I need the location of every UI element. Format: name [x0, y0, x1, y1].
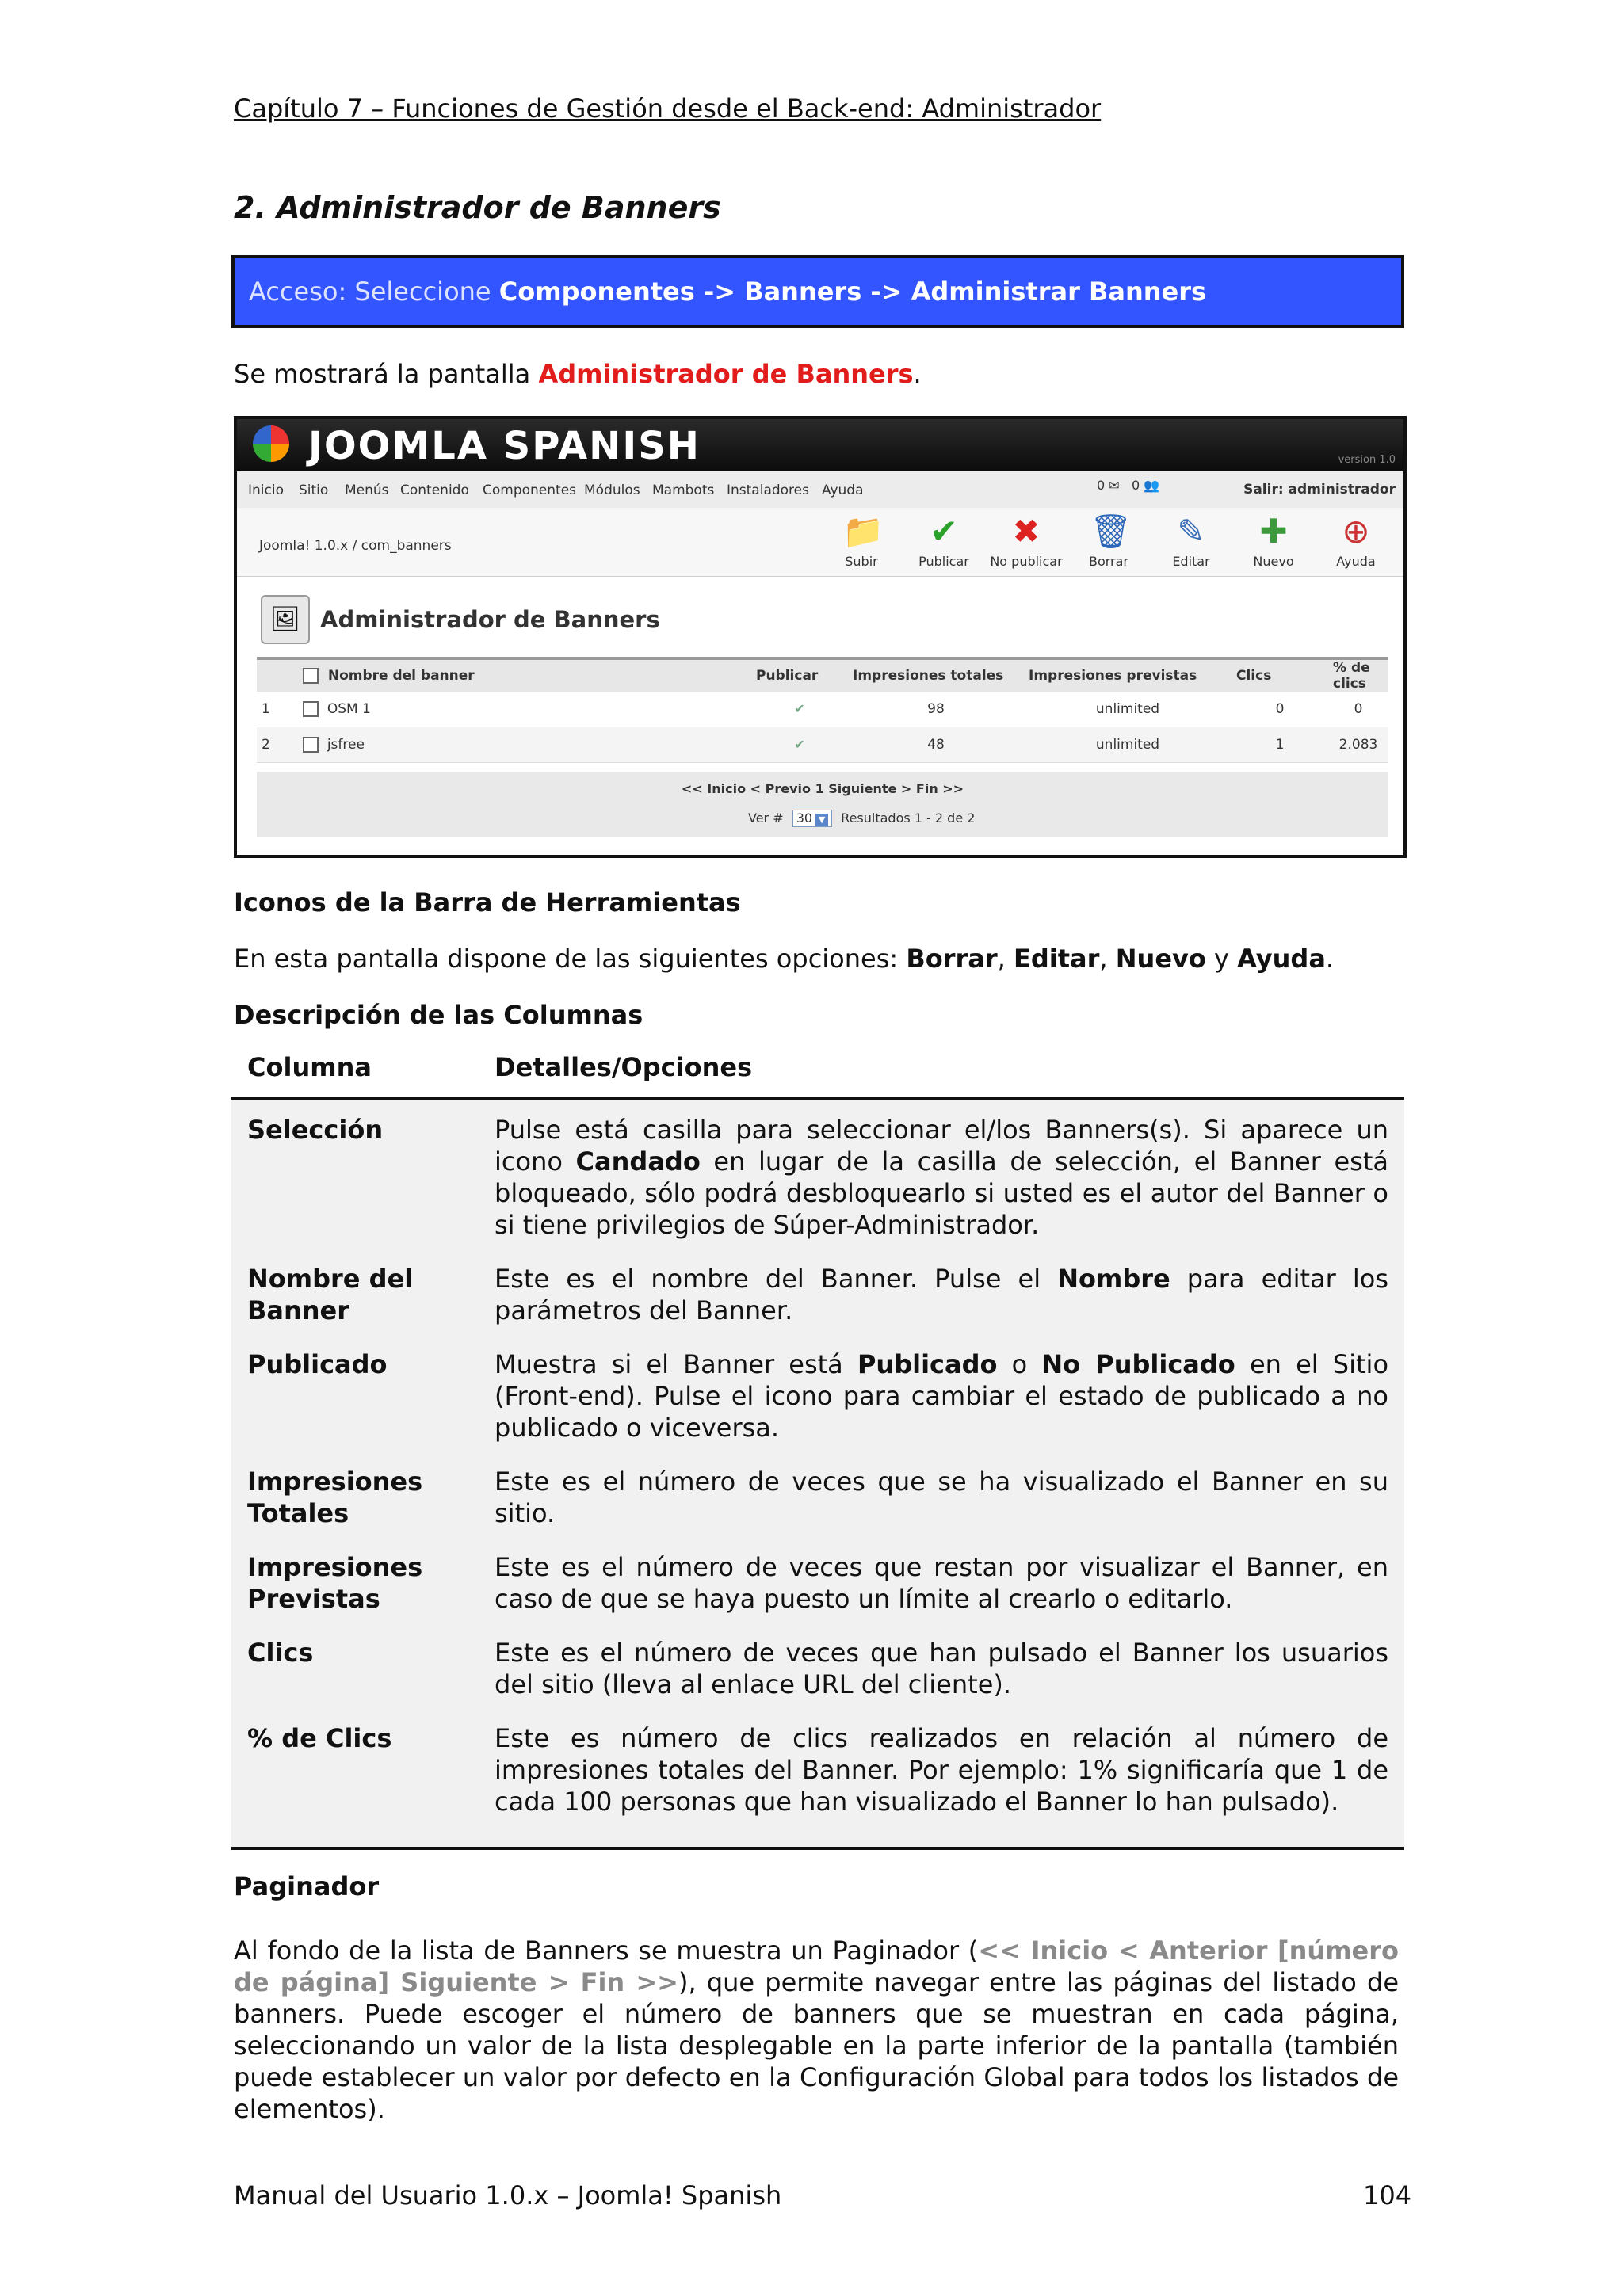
select-all-checkbox[interactable] [303, 668, 319, 684]
col-name[interactable] [298, 658, 751, 692]
menu-mambots[interactable]: Mambots [652, 482, 715, 498]
upload-icon: 📁 [842, 512, 884, 551]
logout-link[interactable]: Salir: administrador [1243, 482, 1396, 498]
version-label: version 1.0 [1338, 454, 1396, 466]
toolbar-edit-button[interactable] [1151, 513, 1231, 569]
desc-row-name: Selección [247, 1115, 384, 1145]
toolbar-label: Publicar [918, 554, 969, 569]
row-name-cell [298, 692, 751, 727]
banners-title-icon: 🖼 [261, 595, 310, 644]
click-pct-value: 2.083 [1328, 727, 1388, 763]
toolbar-label: Subir [845, 554, 878, 569]
banner-name-link[interactable]: jsfree [327, 737, 365, 753]
desc-row-detail [495, 1263, 1388, 1326]
detail-bold: Candado [575, 1146, 701, 1177]
menu-contenido[interactable]: Contenido [400, 482, 469, 498]
desc-table-header [231, 1044, 1404, 1100]
clicks-value: 0 [1232, 692, 1328, 727]
access-path: Componentes -> Banners -> Administrar Banners [498, 277, 1207, 307]
col-header-details: Detalles/Opciones [495, 1052, 753, 1082]
menu-instaladores[interactable]: Instaladores [727, 482, 809, 498]
total-impressions: 48 [848, 727, 1024, 763]
option-delete: Borrar [906, 944, 998, 974]
cross-icon: ✖ [1012, 512, 1041, 551]
desc-row-name: Publicado [247, 1349, 388, 1379]
access-box [231, 255, 1404, 328]
paginator-text: ), que permite navegar entre las páginas del listado de banners. Puede escoger el número de banners que se muestran en cada página, seleccionando un valor de la lista desplegable en la parte inferior de la pantalla (también puede establecer un valor por defecto en la Configuración Global para todos los listados de elementos). [234, 1967, 1400, 2124]
row-number: 2 [257, 727, 298, 763]
trash-icon: 🗑 [1090, 512, 1132, 551]
sep: . [1325, 944, 1335, 974]
desc-row-detail: Este es el número de veces que restan por visualizar el Banner, en caso de que se haya puesto un límite al crearlo o editarlo. [495, 1552, 1388, 1614]
toolbar-label: Ayuda [1336, 554, 1376, 569]
click-pct-value: 0 [1328, 692, 1388, 727]
toolbar-label: No publicar [990, 554, 1063, 569]
detail-bold: No Publicado [1041, 1349, 1235, 1379]
check-icon: ✔ [930, 512, 958, 551]
desc-row-name: Clics [247, 1638, 314, 1668]
results-count: Resultados 1 - 2 de 2 [841, 810, 976, 826]
row-checkbox[interactable] [303, 701, 319, 717]
intro-highlight: Administrador de Banners [538, 359, 914, 389]
published-icon[interactable]: ✔ [794, 737, 805, 752]
message-counters [1097, 478, 1159, 493]
options-text: En esta pantalla dispone de las siguientes opciones: [234, 944, 907, 974]
detail-text: para editar los parámetros del Banner. [495, 1264, 1389, 1325]
detail-text: o [997, 1349, 1042, 1379]
new-icon: ✚ [1259, 512, 1288, 551]
desc-row-name: Nombre del Banner [247, 1264, 414, 1325]
desc-row-detail: Este es número de clics realizados en relación al número de impresiones totales del Banner. Por ejemplo: 1% significaría que 1 de cada 100 personas que han visualizado el Banner lo han pulsado). [495, 1723, 1388, 1817]
col-publish: Publicar [751, 658, 848, 692]
access-verb: Seleccione [354, 277, 491, 307]
list-footer [257, 772, 1388, 837]
toolbar-publish-button[interactable] [904, 513, 983, 569]
per-page-label: Ver # [748, 810, 784, 826]
clicks-value: 1 [1232, 727, 1328, 763]
running-header: Capítulo 7 – Funciones de Gestión desde el Back-end: Administrador [234, 93, 1102, 124]
menu-sitio[interactable]: Sitio [299, 482, 329, 498]
paginator-paragraph [234, 1935, 1399, 2125]
menu-componentes[interactable]: Componentes [483, 482, 577, 498]
detail-text: en lugar de la casilla de selección, el Banner está bloqueado, sólo podrá desbloquearlo si usted es el autor del Banner o si tiene privilegios de Súper-Administrador. [495, 1146, 1389, 1240]
table-row [257, 692, 1388, 727]
sep: y [1205, 944, 1238, 974]
planned-impressions: unlimited [1024, 727, 1232, 763]
menu-inicio[interactable]: Inicio [248, 482, 284, 498]
col-header-column: Columna [247, 1052, 372, 1082]
per-page-select[interactable] [792, 810, 832, 827]
row-name-cell [298, 727, 751, 763]
admin-toolbar [237, 508, 1403, 577]
col-planned: Impresiones previstas [1024, 658, 1232, 692]
paginator-text: Al fondo de la lista de Banners se muestra un Paginador ( [234, 1936, 979, 1966]
paginator-heading: Paginador [234, 1871, 380, 1901]
col-clicks: Clics [1232, 658, 1328, 692]
component-path: Joomla! 1.0.x / com_banners [259, 538, 452, 554]
planned-impressions: unlimited [1024, 692, 1232, 727]
option-edit: Editar [1014, 944, 1100, 974]
joomla-logo-text: JOOMLA SPANISH [308, 424, 701, 468]
chevron-down-icon: ▼ [815, 814, 828, 826]
detail-text: Este es el nombre del Banner. Pulse el [495, 1264, 1058, 1294]
desc-row-detail [495, 1114, 1388, 1241]
users-icon[interactable]: 👥 [1144, 478, 1160, 493]
desc-row-name: % de Clics [247, 1723, 392, 1753]
col-name-label: Nombre del banner [327, 668, 475, 684]
detail-text: Muestra si el Banner está [495, 1349, 857, 1379]
detail-text: Pulse está casilla para seleccionar el/los Banners(s). Si aparece un icono [495, 1115, 1388, 1177]
toolbar-options-paragraph [234, 943, 1334, 974]
toolbar-delete-button[interactable] [1069, 513, 1148, 569]
per-page-control [748, 810, 975, 827]
banner-name-link[interactable]: OSM 1 [327, 701, 371, 717]
intro-paragraph [234, 358, 922, 390]
option-new: Nuevo [1115, 944, 1206, 974]
menu-menus[interactable]: Menús [345, 482, 389, 498]
envelope-icon[interactable]: ✉ [1109, 478, 1120, 493]
access-label: Acceso: [249, 277, 347, 307]
table-row [257, 727, 1388, 763]
desc-row-name: Impresiones Previstas [247, 1552, 423, 1614]
users-count: 0 [1131, 478, 1140, 493]
published-icon[interactable]: ✔ [794, 701, 805, 716]
edit-icon: ✎ [1177, 512, 1205, 551]
desc-row-detail: Este es el número de veces que se ha visualizado el Banner en su sitio. [495, 1466, 1388, 1528]
toolbar-label: Editar [1172, 554, 1210, 569]
intro-end: . [913, 359, 922, 389]
toolbar-unpublish-button[interactable] [987, 513, 1066, 569]
detail-bold: Publicado [857, 1349, 998, 1379]
col-number [257, 658, 298, 692]
col-pct: % de clics [1328, 658, 1388, 692]
option-help: Ayuda [1237, 944, 1326, 974]
banner-manager-screenshot [234, 416, 1407, 858]
intro-text: Se mostrará la pantalla [234, 359, 539, 389]
columns-description-table [231, 1044, 1404, 1850]
joomla-banner [237, 419, 1403, 471]
row-checkbox[interactable] [303, 737, 319, 753]
row-number: 1 [257, 692, 298, 727]
desc-table-body [231, 1100, 1404, 1850]
messages-count: 0 [1097, 478, 1106, 493]
page-number: 104 [1363, 2180, 1412, 2210]
page-footer-title: Manual del Usuario 1.0.x – Joomla! Spanish [234, 2180, 782, 2210]
col-total: Impresiones totales [848, 658, 1024, 692]
toolbar-label: Borrar [1088, 554, 1129, 569]
menu-ayuda[interactable]: Ayuda [822, 482, 864, 498]
toolbar-icons-heading: Iconos de la Barra de Herramientas [234, 887, 741, 917]
total-impressions: 98 [848, 692, 1024, 727]
toolbar-label: Nuevo [1253, 554, 1294, 569]
publish-toggle[interactable] [751, 727, 848, 763]
toolbar-upload-button[interactable] [822, 513, 901, 569]
toolbar-help-button[interactable] [1316, 513, 1396, 569]
detail-bold: Nombre [1057, 1264, 1170, 1294]
screen-title: Administrador de Banners [320, 606, 660, 633]
toolbar-new-button[interactable] [1234, 513, 1313, 569]
section-title: 2. Administrador de Banners [234, 190, 721, 225]
desc-row-detail [495, 1348, 1388, 1444]
sep: , [1099, 944, 1116, 974]
paginator-example: << Inicio < Anterior [número de página] Siguiente > Fin >> [234, 1936, 1400, 1997]
sep: , [997, 944, 1014, 974]
desc-row-name: Impresiones Totales [247, 1466, 423, 1528]
publish-toggle[interactable] [751, 692, 848, 727]
banners-table [257, 657, 1388, 763]
joomla-logo-icon [253, 425, 289, 462]
menu-modulos[interactable]: Módulos [584, 482, 640, 498]
columns-heading: Descripción de las Columnas [234, 1000, 643, 1030]
desc-row-detail: Este es el número de veces que han pulsado el Banner los usuarios del sitio (lleva al enlace URL del cliente). [495, 1638, 1388, 1699]
per-page-value: 30 [796, 810, 813, 826]
help-icon: ⊕ [1342, 512, 1370, 551]
detail-text: en el Sitio (Front-end). Pulse el icono para cambiar el estado de publicado a no publicado o viceversa. [495, 1349, 1389, 1443]
admin-menubar [237, 471, 1403, 509]
pager-links[interactable]: << Inicio < Previo 1 Siguiente > Fin >> [681, 781, 964, 796]
